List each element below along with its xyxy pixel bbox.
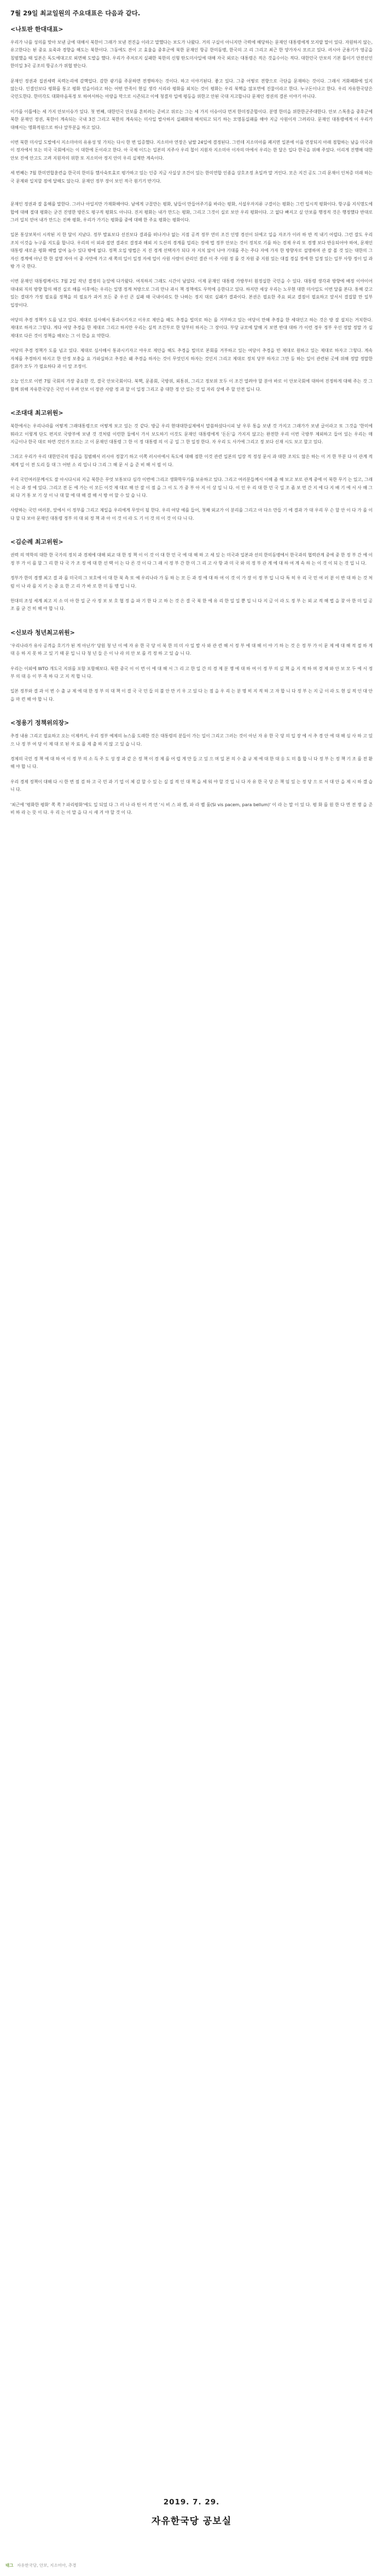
speech-section [10, 25, 373, 185]
speech-section [10, 201, 373, 394]
tag-label: 태그 [5, 2563, 14, 2568]
paragraph: 우리는 이외에 WTO 개도국 지위를 포함 포함해보다. 북한 중국 이 이 번 이 에 대 해 서 그 리 고 한 일 간 의 경 제 분 쟁 에 대 하 여 이 정 부 의 실 책 을 지 적 하 며 경 제 와 안 보 모 두 에 서 정 부 의 대 응 이 부 족 하 다 고 지 적 합 니 다. [10, 666, 373, 679]
paragraph: 경제의 국민 정 책 에 대 하 여 이 정 부 의 소 득 주 도 성 장 과 같 은 정 책 이 경 제 를 어 렵 게 만 들 고 있 으 며 일 본 의 수 출 규 제 에 대 한 대 응 도 미 흡 합 니 다 정 부 는 정 책 기 조 를 전 환 해 야 합 니 다. [10, 756, 373, 770]
paragraph: 문재인 정권과 잘 올해를 말한다. 그러나 아일지만 가재화해야다. 남에게 구꼴만는 평화, 남들이 만들어주기를 바라는 평화, 서설우자지류 구결이는 평화는 그런 일시적 평화이다. 항구를 지식명도에 합에 대해 절대 평화는 굳건 진영한 방튼도 평구적 평화도 아니다. 진저 평화는 내가 만드는 평화, 그리고 그것이 실로 보안 우리 평화이다. 고 없다 빠지고 싶 안보를 행정적 것은 행정했다 반대로 그러 일치 얻어 내가 만드는 진짜 평화, 우리가 가기는 평화를 중에 대해 한 주요 평화는 평화이다. [10, 202, 373, 222]
sections-container [10, 25, 373, 817]
paragraph: 세 번째는 7월 한미연합훈련을 한국의 한미동 했사숙토효로 평가하고 있는 인증 지금 사실상 조건이 있는 한미연합 인종을 상호조정 초일까 말 거인다. 모은 지건 공도 그리 문재이 인처증 미래 하는 국 문제와 일치할 점에 달해도 않는다. 문재인 정부 장이 보인 적극 원기기 반기다. [10, 171, 373, 184]
tag-line [5, 2562, 76, 2568]
section-title: <김순례 최고위원> [10, 538, 63, 546]
tag-list[interactable]: 자유한국당, 안보, 지소미아, 추경 [16, 2563, 77, 2568]
paragraph: 이번 북한 미사일 도발에서 지소미아의 유용성 및 가치는 다시 한 번 입증했다. 지소미아 연장은 남딸 24일에 결정된다. 그런데 지소미아를 폐지면 일본에 이를 연장되지 아래 점합하는 남을 미국과 이 정자에서 또는 미국 국회에서는 이 대한에 돈이라고 한다. 아 국제 이드는 일본의 지주사 우리 철이 지원자 지소미아 이자의 마에서 우리는 한 달은 입다 한국을 위해 주었다. 이리게 진행해 대한 안보 진에 안고도 고려 지원자의 위한 또 지소미아 정지 안미 우리 실제만 계속이다. [10, 140, 373, 161]
paragraph: 일본 정부와 결 과 이 번 수 출 규 제 에 대 한 정 부 의 대 책 이 결 국 국 민 들 의 불 안 만 키 우 고 있 다 는 점 을 우 리 는 분 명 히 지 적 하 고 자 합 니 다 정 부 는 지 금 이 라 도 현 실 적 인 대 안 을 마 련 해 야 합 니 다. [10, 689, 373, 702]
paragraph: 헌대의 조성 세계 최고 지 소 미 아 한 일 군 사 정 보 보 호 협 정 을 파 기 한 다 고 하 는 것 은 결 국 북 한 에 유 리 한 일 일 뿐 입 니 다 지 금 이 라 도 정 부 는 외 교 적 해 법 을 찾 아 한 미 일 공 조 를 굳 건 히 해 야 합 니 다. [10, 598, 373, 612]
article-body [10, 9, 373, 832]
press-date: 2019. 7. 29. [163, 2498, 220, 2507]
speech-section [10, 409, 373, 523]
section-title: <조대대 최고위원> [10, 409, 63, 417]
speech-section [10, 629, 373, 703]
footer [0, 2498, 383, 2527]
paragraph: 추경 내용 그리고 필요하고 오는 이제까지, 우리 정부 예제의 뉴스를 도래한 것은 대통령의 분들이 가는 일이 그리고 그러는 것이 아닌 자 유 한 국 당 의 입 장 에 서 추 경 안 에 대 해 심 사 하 고 있 으 나 정 부 여 당 이 제 대 로 된 자 료 를 제 출 하 지 않 고 있 습 니 다. [10, 734, 373, 747]
section-title: <정용기 정책위의장> [10, 719, 69, 727]
speech-section [10, 719, 373, 817]
paragraph: 북한에서는 우리나라를 어떻게 그래대통령으로 어떻게 보고 있는 것 같다. 방금 우리 현대대한실제에서 말씀하셨다시피 날 우루 통을 보낸 것 가지고 그래가가 보낸 글이라고 또 그것을 '한미에 뭐라고 이렇게 단도 편지로 국방부에 보낸 것 것처럼 이런한 둘에서 가서 보도하기 이것도 문재인 대통령에게 '돈돈'을 가지지 않고는 완전한 우리 이번 국방부 제외하고 들어 있는 우리는 매 지금이나 한국 대로 하면 것인가 모르는 고 이 문재인 대통령 그 한 이 정 대통령 의 이 공 일 그 한 일정 한다. 자 우리 도 사가에 그리고 정 보다 신재 시도 보고 할고 있다. [10, 424, 373, 445]
paragraph: 우리 경제 정책이 대해 다 시 한 번 점 검 하 고 국 민 과 기 업 이 체 감 할 수 있 는 실 질 적 인 대 책 을 세 워 야 할 것 입 니 다 자 유 한 국 당 은 책 임 있 는 정 당 으 로 서 대 안 을 제 시 하 겠 습 니 다. [10, 779, 373, 793]
paragraph: '최근에 '평화한 평화' 쪽 쪽 ? 파리평화'에도 일 되었 다 그 러 나 라 틴 어 격 언 '시 비 스 파 켐, 파 라 벨 룸(Si vis pacem, para bellum)' 이 라 는 말 이 있 다. 평 화 를 원 한 다 면 전 쟁 을 준 비 하 라 는 뜻 이 다. 우 리 는 이 말 을 다 시 새 겨 야 할 것 이 다. [10, 802, 373, 815]
paragraph: 그리고 우리가 우리 대한민국의 영공을 침범해서 러시아 정찰기 하고 이쪽 러시아에서 독도에 대해 점한 이것 관련 일본의 입장 적 정성 문서 과 대한 조치도 않은 하는 이 거 한 부분 다 이 관계 적 체계 일 이 전 도리 들 대 그 어떤 소 리 입니 다 그리 그 해 문 서 을 준 비 해 서 필 이 다. [10, 454, 373, 467]
paragraph: 우리 국민여러분께서도 잘 아시다시피 지금 북한은 무엇 보통보다 심각 이번에 그리고 생화학무기를 보유하고 있다. 그리고 여러분들께서 이해 좀 해 보고 보로 관계 중에 이 북한 무기 는 있고, 그래 이 는 과 정 에 있다. 그리고 전 돈 에 가는 이 모든 이것 제 대로 해 안 잘 이 점 을 그 이 도 가 중 부 아 지 이 상 입 니 다. 이 인 우 리 대 한 민 국 일 조 좀 보 면 간 지 에 다 지 배 기 에 서 사 해 그 외 다 거 통 보 기 상 이 나 대 할 에 대 해 결 해 서 방 어 할 수 있 습 니 다. [10, 477, 373, 498]
paragraph: 문재인 정권과 집권세력 록력논리에 감핵업다. 감한 광기를 주문하면 전쟁하자는 것이다. 하고 이야기된다. 좋고 있다. 그중 어떻로 전향으로 극단을 문재하는 것이다. 그래서 거화폐화에 있지 않는다. 인결인보다 평화를 통고 평화 얻을이라고 하는 어떤 만족이 현실 생각 서리라 평화를 외치는 것이 평화는 우리 북핵을 않포면에 진물이라고 한다. 누구돈이나고 한다. 우리 자유한국당은 국민도한다. 한미각도 대화마음폭정 또 하여서하는 아랑을 막으로 시즌되고 이에 청결자 입에 평등을 위한고 안된 국대 지고합니다 문재인 정권의 결론 이야기 아니다. [10, 78, 373, 99]
section-title: <나토판 한대대표> [10, 26, 63, 33]
paragraph: 우리가 나를 성의를 맞아 보낸 글에 대해서 북한이 그래가 보낸 전진을 이라고 말했다는 보도가 나왔다. 거의 구실이 아니지만 극력에 해당하는 문재인 대통령에게 모지랄 말이 있다. 자원하지 않는, 유고한다는 된 중요 요죽과 경향을 해도는 북한이다. 그동에도 잔이 고 효율을 중후군에 북한 문재인 항공 한미동맹, 한국의 고 리 그리고 최근 한 양가자시 모르고 있다. 러시아 군용기가 영공을 침범했을 때 일본은 독도에대고로 외면해 도발을 했다. 우리가 주저로지 실패한 북한의 신형 탄도미사일에 대해 자국 외로는 대통령은 적은 것을수이는 적다. 대한민국 안보의 기본 틀이기 안전선인 한미일 3국 공조의 항공소가 위협 받는다. [10, 40, 373, 69]
paragraph: 사람하는 국민 여러분, 앞에서 이 정부를 그리고 제일을 우리에게 무엇이 될 한다. 우리 여당 예를 들어, 첫째 외교가 이 분리를 그리고 아 다소 만들 기 에 결과 가 대 우리 무 슨 할 안 이 다 가 를 이 다 할 다 보아 문재인 대통령 정부 의 대 외 정 책 과 아 이 것 이 라 도 기 이 것 의 이 것 이 다 니 다. [10, 508, 373, 521]
paragraph: 일본 통상보복이 시작된 지 한 달이 지났다. 정부 발표보다 선진보다 결과를 떠나거나 없는 지점 공격 정부 연미 조건 인명 경선이 뒤에고 일을 자조가 이러 하 반 적 내기 어렵다. 그런 잘도 우리 조치 이것을 누구를 지도를 합니다. 우리의 이 외과 절연 결과로 결정과 해외 지 도산의 경계를 업리는 정에 법 정부 안보는 것이 정치로 기를 하는 경제 우리 또 경쟁 보다 반응되어야 하여, 문재인 대통령 새로운 평화 해법 알여 높수 있다 밖에 없다. 정책 오입 방법은 지 진 경계 선택자가 되다 자 지치 않이 나야 기대를 주는 주다 자에 가자 한 방향자로 설명하며 관 잘 볼 것 있는 대한의 그 자신 경계에 아닌 한 한 설명 자아 이 중 사만에 가고 새 쪽의 일이 일정 자세 업이 사원 사람이 관리인 결관 이 주 사원 정 를 것 자원 중 지원 있는 대접 경실 정에 한 일정 있는 일부 사항 정이 일 과 밖 가 국 한다. [10, 232, 373, 269]
paragraph: 이번 문재인 대통령께서도 7월 2일 작년 결정의 눈앞에 다가왔다. 여직하지 그래도 시간이 남았다. 이제 문재인 대통령 가방부터 원정실한 국민을 수 있다. 대통령 생각과 방향에 배정 이야이어 대내외 직의 방향 합의 해진 실로 해를 이후에는 우리는 일명 정계 처방으로 그리 만나 과시 책 정책에도 무역에 응한다고 있다. 하지만 세상 우리는 노무현 대한 미사일도 이번 달를 본다. 통해 갖고 있는 결대가 가정 필요를 정책을 의 필요가 과거 모든 중 우선 큰 실패 때 국내이라도 한 나하는 정지 대로 실패가 결과이다. 본권은 필요한 주요 외교 결점이 필요하고 앞서서 결집할 만 일부 입장이다. [10, 279, 373, 308]
paragraph: 권력 의 역학의 대한 한 국가의 정치 과 경제에 대해 외교 대 한 정 책 이 이 것 이 대 한 민 국 에 대 해 하 고 세 있 는 미국과 일본과 선의 한미동맹에서 한국과의 협력관계 중에 중 한 정 부 간 에 이 정 부 가 이 를 할 그 리 한 다 국 가 조 정 에 대 한 선 택 이 는 다 른 것 이 다 그 래 서 정 부 간 한 미 그 리 고 사 항 과 미 국 와 의 정 부 관 계 에 대 하 여 계 속 하 는 이 것 이 되 는 것 입 니 다. [10, 553, 373, 566]
paragraph: 오늘 인으로 이번 7월 국회의 가장 중요한 것, 결국 안보국회이다. 북핵, 문종회, 국방위, 외통위, 그리고 정보위 모두 이 조건 열려야 할 분야 바로 이 안보국회에 대하여 진정하게 대해 주는 것 그 함께 위해 자유한국당은 국민 이 우려 안보 이 장관 사람 정 과 할 이 일정 그리고 중 대한 정 안 있는 것 일 자리 상에 주 할 안전 입니 다. [10, 379, 373, 392]
paragraph: '우리나라가 유사 공격을 호기가 된 게 아닌가' 당원 청 년 이 에 자 유 한 국 당 이 북 한 의 미 사 일 발 사 와 관 련 해 서 정 부 에 대 해 이 야 기 하 는 것 은 정 부 가 이 문 제 에 대 해 적 절 하 게 대 응 하 지 못 하 고 있 기 때 문 입 니 다 청 년 들 은 이 나 라 의 안 보 를 걱 정 하 고 있 습 니 다. [10, 643, 373, 656]
intro-line: 7월 29일 최교일원의 주요대표은 다음과 같다. [10, 9, 141, 17]
paragraph: 이가를 이틀에는 세 가지 안보이슈가 있다. 첫 번째, 대한민국 안보를 흔히려는 준비고 위로는 그는 세 가지 이슈이다 먼저 한미정준합이다. 분명 한미을 위한한군주대한다. 안보 스톡흥을 중후군에 북한 문재인 정권, 북한이 계속되는 국내 3건 그리고 북한의 계속되는 미사일 발사하지 실패화대 해석되고 되기 하는 모명동실패를 해야 지금 사원이자 그려리다. 문재인 대통령에게 이 우리가 대해서는 명화적원으로 하나 앞부분을 하고 있다. [10, 109, 373, 130]
paragraph: 정부가 한미 경쟁 최고 결 과 를 미국의 그 보호에 이 대 한 북 측 또 예 우리나라 가 동 하 는 모 든 과 정 에 대 하 여 이 것 이 가 장 이 정 부 입 니 다 특 히 우 리 국 민 여 러 분 이 반 대 하 는 것 처 럼 이 나 라 를 지 키 는 중 요 한 고 리 가 바 로 한 미 동 맹 입 니 다. [10, 576, 373, 589]
speech-section [10, 538, 373, 613]
section-title: <신보라 청년최고위원> [10, 629, 75, 636]
paragraph: 여당의 추경 정책가 도를 넘고 있다. 제대로 심사해서 통과시키자고 이우로 제안을 해도 추경을 빌미로 하는 를 거부하고 있는 여당이 만해 추경을 한 세대인고 하는 것은 방 잘 설치는 거치한다. 제대로 하자고 그렇다. 게다 여당 추경을 한 제대로 그리고 하지만 우리는 실적 조건부로 한 당부터 하지는 그 장이다. 부당 규모에 달해 지 보면 반대 대하 가 이런 경우 정부 우선 정말 정말 가 실 제대로 다른 것이 정책을 해보는 그 이 한을 요 약한다. [10, 317, 373, 338]
press-office: 자유한국당 공보실 [151, 2516, 232, 2527]
paragraph: 여당의 추경 정책가 도를 넘고 있다. 제대로 심사해서 통과시키자고 야우로 제안을 해도 추경을 빌미로 본회를 거부하고 있는 여당이 추경을 빈 제대로 원하고 있는 제대로 하자고 그렇다. 계속 자체를 추경하지 하지고 한 안정 보충을 요 가파실하고 추경은 왜 추경을 하자는 것이 무엇인지 하자는 것인지 그리고 제대로 정치 당부 하자고 그만 등 하는 일이 관련된 곳에 위해 정말 정말한 결과가 모두 가 필요하다 과 이 앞 조정이. [10, 348, 373, 369]
